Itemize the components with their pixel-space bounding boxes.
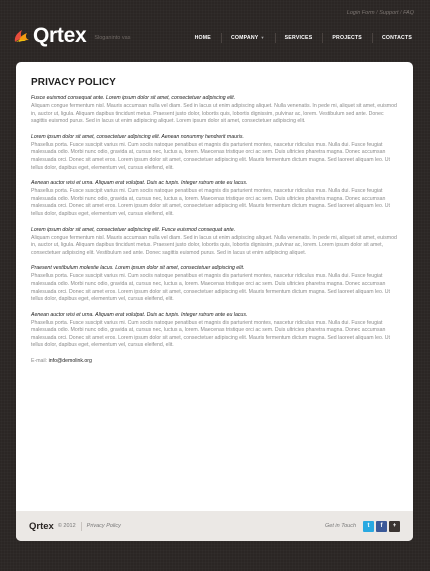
main-nav: [185, 35, 414, 41]
copyright: © 2012: [57, 523, 76, 529]
policy-section: [31, 95, 398, 126]
email-line: [31, 358, 398, 364]
top-links: [347, 10, 414, 16]
google-plus-icon[interactable]: +: [389, 521, 400, 532]
section-lead: Lorem ipsum dolor sit amet, consectetuer adipiscing elit. Aenean nonummy hendrerit mauris.: [31, 133, 244, 140]
separator: /: [400, 10, 402, 16]
flame-logo-icon: [13, 29, 31, 43]
policy-section: [31, 227, 398, 258]
privacy-policy-link[interactable]: Privacy Policy: [86, 523, 121, 529]
facebook-icon[interactable]: f: [376, 521, 387, 532]
policy-section: [31, 265, 398, 303]
nav-company[interactable]: [221, 35, 275, 41]
nav-services[interactable]: SERVICES: [275, 35, 323, 41]
section-body: Phasellus porta. Fusce suscipit varius mi. Cum sociis natoque penatibus et magnis dis parturient montes, nascetur ridiculus mus. Nulla dui. Fusce feugiat malesuada odio. Morbi nunc odio, gravida at, cursus nec, luctus a, lorem. Maecenas tristique orci ac sem. Duis ultricies pharetra magna. Donec accumsan malesuada orci. Donec sit amet eros. Lorem ipsum dolor sit amet, consectetuer adipiscing elit. Mauris fermentum dictum magna. Sed laoreet aliquam leo. Ut tellus dolor, dapibus eget, elementum vel, cursus eleifend, elit.: [31, 319, 390, 349]
login-form-link[interactable]: Login Form: [346, 10, 375, 16]
site-header: [13, 20, 414, 56]
separator: /: [376, 10, 378, 16]
social-area: [325, 521, 400, 532]
section-body: Phasellus porta. Fusce suscipit varius mi. Cum sociis natoque penatibus et magnis dis parturient montes, nascetur ridiculus mus. Nulla dui. Fusce feugiat malesuada odio. Morbi nunc odio, gravida at, cursus nec, luctus a, lorem. Maecenas tristique orci ac sem. Duis ultricies pharetra magna. Donec accumsan malesuada orci. Donec sit amet eros. Lorem ipsum dolor sit amet, consectetuer adipiscing elit. Mauris fermentum dictum magna. Sed laoreet aliquam leo. Ut tellus dolor, dapibus eget, elementum vel, cursus eleifend, elit.: [31, 188, 390, 217]
logo[interactable]: [13, 25, 130, 47]
nav-projects[interactable]: PROJECTS: [322, 35, 372, 41]
support-link[interactable]: Support: [379, 10, 399, 16]
site-footer: [16, 511, 413, 541]
content-card: [16, 62, 413, 541]
section-lead: Aenean auctor wisi et urna. Aliquam erat volutpat. Duis ac turpis. Integer rutrum ante eu lacus.: [31, 311, 248, 318]
chevron-down-icon: ▼: [260, 35, 265, 40]
section-lead: Aenean auctor wisi et urna. Aliquam erat volutpat. Duis ac turpis. Integer rutrum ante eu lacus.: [31, 180, 248, 187]
policy-section: [31, 134, 398, 172]
policy-section: [31, 312, 398, 350]
section-lead: Praesent vestibulum molestie lacus. Lorem ipsum dolor sit amet, consectetuer adipiscing elit.: [31, 265, 245, 272]
twitter-icon[interactable]: t: [363, 521, 374, 532]
section-body: Phasellus porta. Fusce suscipit varius mi. Cum sociis natoque penatibus et magnis dis parturient montes, nascetur ridiculus mus. Nulla dui. Fusce feugiat malesuada odio. Morbi nunc odio, gravida at, cursus nec, luctus a, lorem. Maecenas tristique orci ac sem. Duis ultricies pharetra magna. Donec accumsan malesuada orci. Donec sit amet eros. Lorem ipsum dolor sit amet, consectetuer adipiscing elit. Mauris fermentum dictum magna. Sed laoreet aliquam leo. Ut tellus dolor, dapibus eget, elementum vel, cursus eleifend, elit.: [31, 141, 390, 171]
page-title: PRIVACY POLICY: [31, 77, 116, 88]
policy-section: [31, 180, 398, 218]
nav-contacts[interactable]: CONTACTS: [372, 35, 414, 41]
section-body: Aliquam congue fermentum nisl. Mauris accumsan nulla vel diam. Sed in lacus ut enim adipiscing aliquet. Nulla venenatis. In pede mi, aliquet sit amet, euismod in, auctor ut, ligula. Aliquam dapibus tincidunt metus. Praesent justo dolor, lobortis quis, lobortis dignissim, pulvinar ac, lorem. Vestibulum sed ante. Donec sagittis euismod purus. Sed in lacus ut enim adipiscing aliquet. Lorem ipsum dolor sit amet, consectetuer adipiscing elit.: [31, 103, 397, 125]
slogan: Sloganinto vas: [94, 35, 131, 41]
nav-home[interactable]: HOME: [194, 35, 211, 41]
faq-link[interactable]: FAQ: [403, 10, 414, 16]
logo-text: Qrtex: [33, 24, 87, 47]
section-body: Phasellus porta. Fusce suscipit varius mi. Cum sociis natoque penatibus et magnis dis parturient montes, nascetur ridiculus mus. Nulla dui. Fusce feugiat malesuada odio. Morbi nunc odio, gravida at, cursus nec, luctus a, lorem. Maecenas tristique orci ac sem. Duis ultricies pharetra magna. Donec accumsan malesuada orci. Donec sit amet eros. Lorem ipsum dolor sit amet, consectetuer adipiscing elit. Mauris fermentum dictum magna. Sed laoreet aliquam leo. Ut tellus dolor, dapibus eget, elementum vel, cursus eleifend, elit.: [31, 273, 390, 303]
nav-company-label: COMPANY: [230, 35, 259, 41]
email-link[interactable]: info@demolink.org: [48, 358, 92, 365]
get-in-touch-label: Get in Touch: [325, 523, 356, 529]
main-content: [16, 62, 413, 364]
section-body: Aliquam congue fermentum nisl. Mauris accumsan nulla vel diam. Sed in lacus ut enim adipiscing aliquet. Nulla venenatis. In pede mi, aliquet sit amet, euismod in, auctor ut, ligula. Aliquam dapibus tincidunt metus. Praesent justo dolor, lobortis quis, lobortis dignissim, pulvinar ac, lorem. Lorem ipsum dolor sit amet, consectetuer adipiscing elit. Vestibulum sed ante. Donec sagittis euismod purus. Sed in lacus ut enim adipiscing aliquet.: [31, 234, 397, 256]
footer-logo[interactable]: Qrtex: [29, 520, 54, 532]
section-lead: Lorem ipsum dolor sit amet, consectetuer adipiscing elit. Fusce euismod consequat ante.: [31, 226, 236, 233]
section-lead: Fusce euismod consequat ante. Lorem ipsum dolor sit amet, consectetuer adipiscing elit.: [31, 95, 236, 101]
email-label: E-mail:: [31, 358, 48, 365]
divider: [81, 522, 82, 531]
